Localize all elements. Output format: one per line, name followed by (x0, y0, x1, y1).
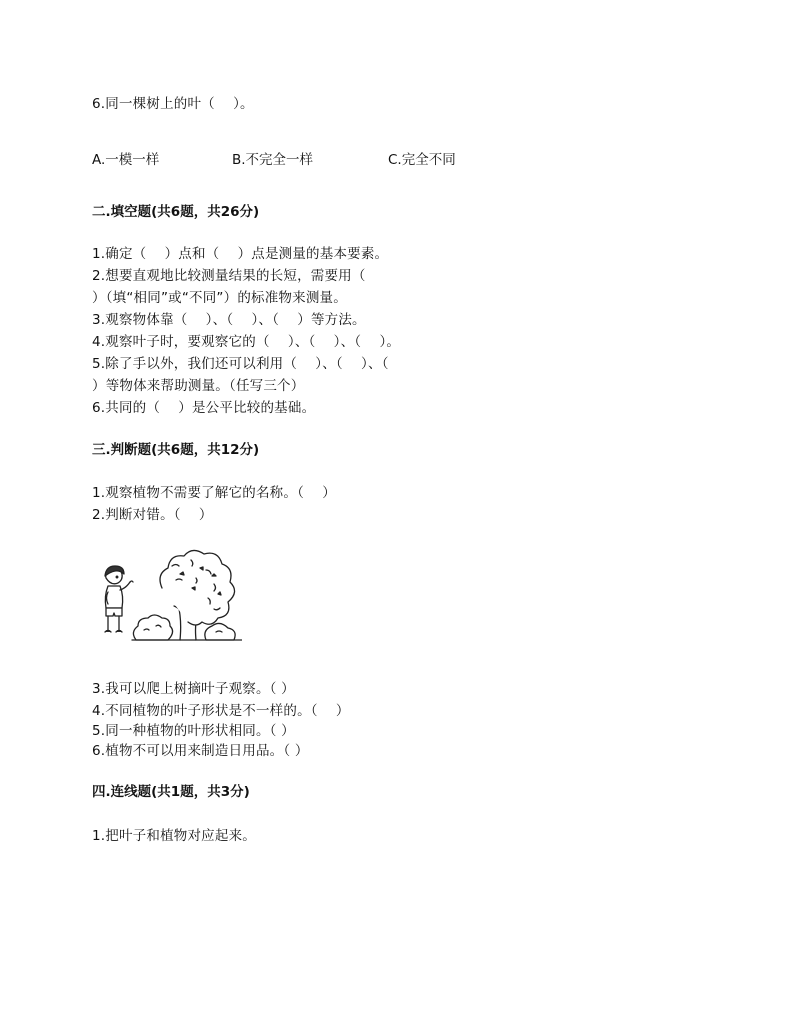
fill-line-4: 3.观察物体靠（ ）、（ ）、（ ）等方法。 (92, 312, 366, 328)
child-picking-leaves-illustration (96, 548, 242, 644)
fill-line-1: 1.确定（ ）点和（ ）点是测量的基本要素。 (92, 246, 389, 262)
fill-line-8: 6.共同的（ ）是公平比较的基础。 (92, 400, 316, 416)
fill-line-2: 2.想要直观地比较测量结果的长短，需要用（ (92, 268, 366, 284)
judge-line-6: 6.植物不可以用来制造日用品。（ ） (92, 743, 309, 759)
fill-line-6: 5.除了手以外，我们还可以利用（ ）、（ ）、（ (92, 356, 389, 372)
match-line-1: 1.把叶子和植物对应起来。 (92, 828, 256, 844)
judge-line-3: 3.我可以爬上树摘叶子观察。（ ） (92, 681, 295, 697)
judge-line-4: 4.不同植物的叶子形状是不一样的。（ ） (92, 703, 350, 719)
section-3-heading: 三.判断题(共6题，共12分) (92, 442, 260, 458)
section-2-heading: 二.填空题(共6题，共26分) (92, 204, 260, 220)
option-b: B.不完全一样 (232, 152, 314, 168)
fill-line-7: ）等物体来帮助测量。（任写三个） (92, 378, 305, 394)
option-a: A.一模一样 (92, 152, 160, 168)
judge-line-5: 5.同一种植物的叶形状相同。（ ） (92, 723, 295, 739)
judge-line-2: 2.判断对错。（ ） (92, 507, 213, 523)
fill-line-3: ）（填“相同”或“不同”）的标准物来测量。 (92, 290, 347, 306)
section-4-heading: 四.连线题(共1题，共3分) (92, 784, 250, 800)
fill-line-5: 4.观察叶子时，要观察它的（ ）、（ ）、（ ）。 (92, 334, 401, 350)
judge-line-1: 1.观察植物不需要了解它的名称。（ ） (92, 485, 336, 501)
question-6-stem: 6.同一棵树上的叶（ ）。 (92, 96, 254, 112)
option-c: C.完全不同 (388, 152, 456, 168)
